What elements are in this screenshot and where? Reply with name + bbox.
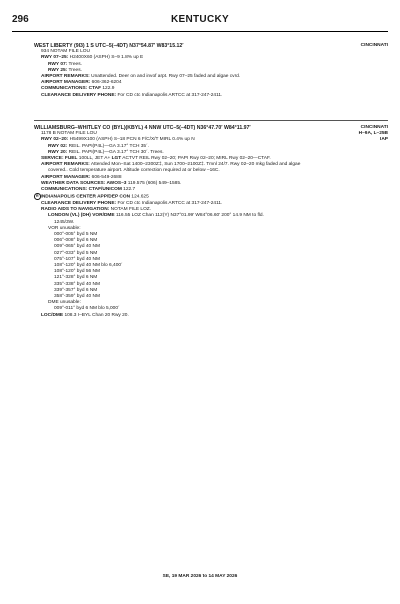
comm-text: 122.9 — [101, 86, 115, 92]
page-number: 296 — [12, 14, 29, 25]
list-item: 108°-120° byd 56 NM — [54, 269, 100, 275]
navaid-elevation: 1245/3W. — [54, 219, 75, 225]
airport-elevation-notam: 1178 B NOTAM FILE LOU — [41, 131, 97, 137]
weather-text: 119.575 (606) 549–1585. — [126, 180, 182, 186]
clearance-text: For CD ctc Indianapolis ARTCC at 317-247-2411. — [116, 200, 223, 206]
list-item: 009°-011° byd 6 NM blo 5,000´ — [54, 306, 120, 312]
approach-label: INDIANAPOLIS CENTER APP/DEP CON — [40, 194, 131, 200]
chart-tag-iap: IAP — [380, 137, 388, 143]
runway-text: H2400X60 (ASPH) S–9 1.8% up E — [68, 55, 144, 61]
remarks-label: AIRPORT REMARKS: — [41, 74, 90, 80]
airport-header: WILLIAMSBURG–WHITLEY CO (BYL)(KBYL) 4 NNW UTC–5(–4DT) N36°47.70′ W84°11.97′ — [34, 125, 251, 131]
page-header — [12, 12, 388, 30]
comm-label: COMMUNICATIONS: CTAF/UNICOM — [41, 187, 122, 193]
manager-text: 606-549-2688 — [90, 174, 122, 180]
loc-label: LOC/DME — [41, 312, 64, 318]
clearance-label: CLEARANCE DELIVERY PHONE: — [41, 200, 117, 206]
list-item: 121°-328° byd 6 NM — [54, 275, 98, 281]
radio-text: NOTAM FILE LOZ. — [109, 207, 152, 213]
clearance-label: CLEARANCE DELIVERY PHONE: — [41, 92, 117, 98]
manager-text: 606-362-6204 — [90, 80, 122, 86]
entry-divider — [34, 120, 388, 121]
remarks-text: Unattended. Deer on and invof arpt. Rwy 07–25 faded and algae cvrd. — [89, 74, 241, 80]
weather-label: WEATHER DATA SOURCES: AWOS–3 — [41, 180, 127, 186]
airport-entry-williamsburg — [34, 125, 388, 319]
chart-tag: CINCINNATI — [360, 43, 388, 48]
state-title: KENTUCKY — [171, 14, 229, 25]
page-footer: SE, 19 MAR 2026 to 14 MAY 2026 — [162, 574, 238, 579]
airport-entry-west-liberty — [34, 43, 388, 99]
remarks-text: Attended Mon–Sat 1400–2300Z‡, Sun 1700–2100Z‡. Tmnl 24/7. Rwy 02–20 mkg faded and algae — [89, 162, 301, 168]
london-label: LONDON (VL) (DH) VOR/DME — [48, 213, 115, 219]
comm-label: COMMUNICATIONS: CTAF — [41, 86, 102, 92]
list-item: 006°-008° byd 6 NM — [54, 238, 98, 244]
airport-elevation-notam: 934 NOTAM FILE LOU — [41, 49, 90, 55]
list-item: 000°-005° byd 5 NM — [54, 231, 98, 237]
chart-tag-enroute: H–9A, L–25B — [358, 131, 388, 137]
dme-unusable-label: DME unusable: — [48, 300, 81, 306]
clearance-text: For CD ctc Indianapolis ARTCC at 317-247-2411. — [116, 92, 223, 98]
remarks-label: AIRPORT REMARKS: — [41, 162, 90, 168]
london-text: 116.55 LOZ Chan 112(Y) N37°01.99′ W84°06.60′ 200° 14.9 NM to fld. — [114, 213, 264, 219]
list-item: 027°-033° byd 5 NM — [54, 250, 98, 256]
service-fuel-label: FUEL — [63, 156, 78, 162]
approach-control — [34, 193, 388, 201]
runway-07-label: RWY 07: — [48, 61, 68, 67]
loc-dme — [34, 313, 388, 319]
manager-label: AIRPORT MANAGER: — [41, 80, 91, 86]
airport-remarks-continued: covered.. Cold temperature airport. Altitude correction required at or below –16C. — [48, 168, 220, 174]
loc-text: 108.3 I–BYL Chan 20 Rwy 20. — [63, 312, 129, 318]
service-fuel-text: 100LL, JET A+ — [77, 156, 112, 162]
radio-label: RADIO AIDS TO NAVIGATION: — [41, 207, 110, 213]
chart-tag: CINCINNATI — [360, 125, 388, 130]
radar-icon: R — [35, 194, 39, 199]
service-lgt-label: LGT — [111, 156, 122, 162]
runway-label: RWY 07–25: — [41, 55, 69, 61]
clearance-delivery — [34, 93, 388, 99]
runway-20-text: REIL. PAPI(P4L)—GA 3.17° TCH 30´. Trees. — [67, 149, 164, 155]
header-divider — [12, 31, 388, 32]
list-item: 009°-065° byd 40 NM — [54, 244, 100, 250]
service-lgt-text: ACTVT REIL Rwy 02–20; PAPI Rwy 02–20; MIRL Rwy 02–20—CTAF. — [121, 156, 271, 162]
runway-02-label: RWY 02: — [48, 143, 68, 149]
runway-25-label: RWY 25: — [48, 67, 68, 73]
list-item: 075°-107° byd 40 NM — [54, 256, 100, 262]
comm-text: 122.7 — [121, 187, 136, 193]
list-item: 358°-359° byd 40 NM — [54, 294, 100, 299]
runway-02-text: REIL. PAPI(P4L)—GA 3.17° TCH 35´. — [67, 143, 150, 149]
airport-header: WEST LIBERTY (9I3) 1 S UTC–5(–4DT) N37°54.87′ W83°15.12′ — [34, 43, 184, 49]
runway-07-text: Trees. — [67, 61, 82, 67]
runway-label: RWY 02–20: — [41, 137, 69, 143]
list-item: 108°-120° byd 40 NM blo 6,400´ — [54, 262, 123, 268]
list-item: 335°-338° byd 40 NM — [54, 281, 100, 287]
runway-25-text: Trees. — [67, 67, 82, 73]
service-label: SERVICE: — [41, 156, 64, 162]
vor-unusable-label: VOR unusable: — [48, 225, 81, 231]
runway-20-label: RWY 20: — [48, 149, 68, 155]
runway-text: H5499X100 (ASPH) S–18 PCN 6 F/C/X/T MIRL 0.4% up N — [68, 137, 195, 143]
manager-label: AIRPORT MANAGER: — [41, 174, 91, 180]
approach-text: 124.625 — [130, 194, 149, 200]
list-item: 339°-357° byd 6 NM — [54, 287, 98, 293]
